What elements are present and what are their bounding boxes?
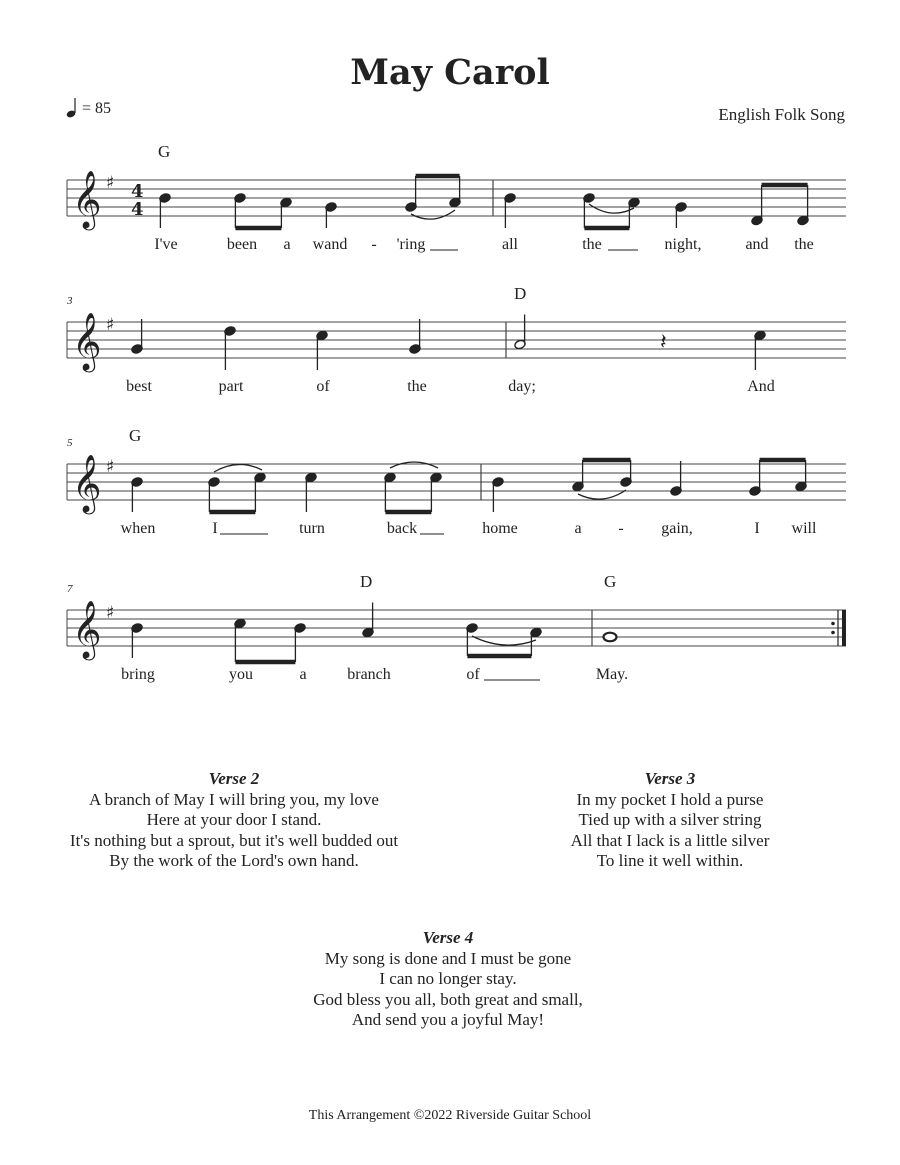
treble-clef-icon: 𝄞 bbox=[72, 170, 102, 228]
verse-title: Verse 3 bbox=[644, 769, 696, 788]
lyric-syllable: all bbox=[502, 236, 518, 253]
measure-number: 3 bbox=[67, 295, 73, 307]
chord-symbol: D bbox=[360, 572, 373, 591]
verse-line: I can no longer stay. bbox=[379, 969, 517, 988]
lyric-syllable: and bbox=[745, 236, 769, 253]
verse-line: And send you a joyful May! bbox=[351, 1010, 545, 1029]
treble-clef-icon: 𝄞 bbox=[72, 600, 102, 658]
lyric-syllable: you bbox=[229, 666, 253, 683]
lyric-syllable: of bbox=[466, 666, 480, 683]
lyric-syllable: I bbox=[212, 520, 218, 537]
slur bbox=[589, 204, 634, 213]
treble-clef-icon: 𝄞 bbox=[72, 454, 102, 512]
verse-line: In my pocket I hold a purse bbox=[576, 789, 764, 809]
measure-number: 7 bbox=[67, 583, 73, 595]
lyric-syllable: 'ring bbox=[396, 236, 426, 253]
lyric-syllable: the bbox=[582, 236, 602, 253]
lyric-syllable: home bbox=[482, 520, 518, 537]
verse-line: It's nothing but a sprout, but it's well budded out bbox=[69, 830, 399, 850]
lyric-syllable: - bbox=[371, 236, 377, 253]
verse-title: Verse 2 bbox=[208, 769, 260, 788]
measure-number: 5 bbox=[67, 437, 73, 449]
sharp-key-signature: ♯ bbox=[106, 173, 115, 193]
lyric-syllable: best bbox=[126, 378, 152, 395]
lyric-syllable: back bbox=[386, 520, 418, 537]
lyric-syllable: a bbox=[283, 236, 291, 253]
slur bbox=[214, 464, 262, 472]
verse-2-block bbox=[34, 769, 434, 872]
chord-symbol: G bbox=[158, 142, 171, 161]
time-signature: 4 bbox=[131, 181, 144, 202]
sharp-key-signature: ♯ bbox=[106, 315, 115, 335]
lyric-syllable: when bbox=[120, 520, 156, 537]
sharp-key-signature: ♯ bbox=[106, 603, 115, 623]
lyric-syllable: I bbox=[754, 520, 760, 537]
verse-line: My song is done and I must be gone bbox=[324, 948, 572, 968]
verse-line: All that I lack is a little silver bbox=[570, 830, 770, 850]
lyric-syllable: been bbox=[226, 236, 258, 253]
lyric-syllable: bring bbox=[121, 666, 155, 683]
lyric-syllable: the bbox=[794, 236, 814, 253]
verse-title: Verse 4 bbox=[422, 928, 474, 947]
time-signature: 4 bbox=[131, 199, 144, 220]
slur bbox=[411, 210, 455, 219]
lyric-syllable: a bbox=[299, 666, 307, 683]
verse-line: Here at your door I stand. bbox=[146, 810, 322, 829]
lyric-syllable: a bbox=[574, 520, 582, 537]
verse-line: Tied up with a silver string bbox=[578, 810, 762, 829]
lyric-syllable: night, bbox=[664, 236, 702, 253]
verse-line: God bless you all, both great and small, bbox=[313, 989, 583, 1009]
repeat-dot bbox=[831, 631, 835, 635]
lyric-syllable: wand bbox=[312, 236, 348, 253]
treble-clef-icon: 𝄞 bbox=[72, 312, 102, 370]
repeat-dot bbox=[831, 622, 835, 626]
chord-symbol: D bbox=[514, 284, 527, 303]
verse-line: By the work of the Lord's own hand. bbox=[109, 851, 359, 870]
chord-symbol: G bbox=[604, 572, 617, 591]
lyric-syllable: day; bbox=[508, 378, 536, 395]
chord-symbol: G bbox=[129, 426, 142, 445]
sharp-key-signature: ♯ bbox=[106, 457, 115, 477]
verse-3-block bbox=[520, 769, 820, 872]
lyric-syllable: turn bbox=[299, 520, 325, 537]
verse-4-block bbox=[248, 928, 648, 1031]
tempo-value: = 85 bbox=[82, 100, 112, 117]
verse-line: A branch of May I will bring you, my love bbox=[89, 789, 379, 809]
lyric-syllable: the bbox=[407, 378, 427, 395]
lyric-syllable: will bbox=[791, 520, 817, 537]
lyric-syllable: branch bbox=[347, 666, 391, 683]
composer-credit: English Folk Song bbox=[718, 105, 845, 124]
copyright-footer: This Arrangement ©2022 Riverside Guitar School bbox=[308, 1108, 592, 1123]
whole-note bbox=[604, 633, 617, 642]
lyric-syllable: part bbox=[218, 378, 244, 395]
song-title: May Carol bbox=[350, 52, 550, 93]
lyric-syllable: I've bbox=[154, 236, 178, 253]
lyric-syllable: gain, bbox=[661, 520, 693, 537]
lyric-syllable: of bbox=[316, 378, 330, 395]
lyric-syllable: May. bbox=[595, 666, 629, 683]
quarter-rest-icon: 𝄽 bbox=[660, 330, 667, 355]
lyric-syllable: And bbox=[747, 378, 775, 395]
slur bbox=[390, 462, 438, 468]
verse-line: To line it well within. bbox=[596, 851, 744, 870]
lyric-syllable: - bbox=[618, 520, 624, 537]
